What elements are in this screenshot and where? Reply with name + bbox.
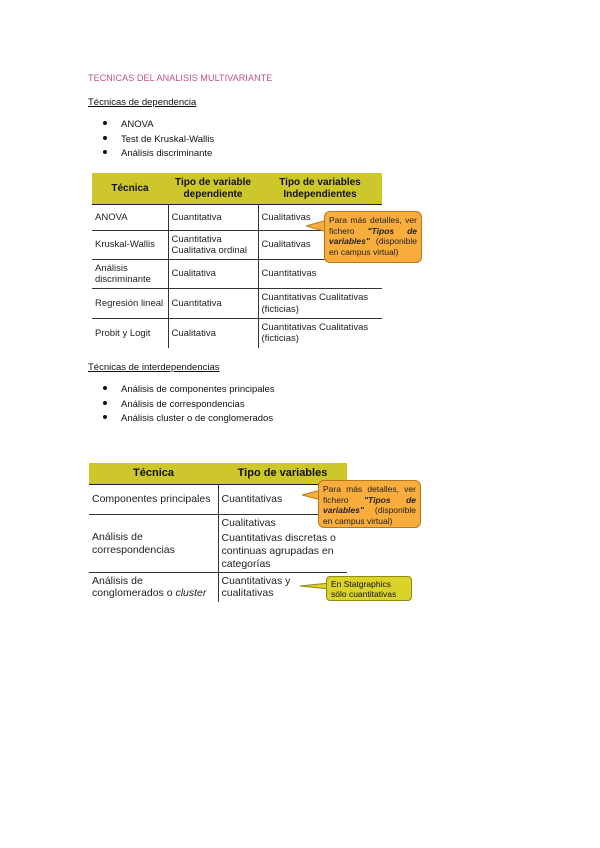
table-cell: Cualitativas	[258, 231, 382, 260]
table-cell: Cualitativas	[258, 205, 382, 231]
table-header: Técnica	[89, 463, 218, 485]
table-cell: Regresión lineal	[92, 289, 168, 319]
table-cell: Componentes principales	[89, 485, 218, 515]
callout-statgraphics-note: En Statgraphics sólo cuantitativas	[326, 576, 412, 601]
table-cell: Análisis de conglomerados o cluster	[89, 573, 218, 602]
table-header-row	[92, 173, 382, 205]
callout-tipos-variables-2: Para más detalles, ver fichero "Tipos de variables" (disponible en campus virtual)	[318, 480, 421, 528]
list-item: Análisis de componentes principales	[103, 383, 275, 398]
table-cell: Cuantitativas y cualitativas	[218, 573, 347, 602]
table-header-row	[89, 463, 347, 485]
bullet-icon	[103, 150, 107, 154]
list-item: Test de Kruskal-Wallis	[103, 133, 214, 148]
bullet-list-interdependencias	[103, 383, 275, 427]
table-cell: Cuantitativa Cualitativa ordinal	[168, 231, 258, 260]
table-cell: Cuantitativa	[168, 205, 258, 231]
section-heading-dependencia: Técnicas de dependencia	[88, 97, 197, 108]
table-cell: Cuantitativas	[258, 260, 382, 289]
table-cell: Cualitativas Cuantitativas discretas o continuas agrupadas en categorías	[218, 515, 347, 573]
interdependencias-table	[89, 463, 347, 602]
table-cell: Cuantitativas Cualitativas (ficticias)	[258, 319, 382, 348]
table-cell: Cualitativa	[168, 319, 258, 348]
bullet-list-dependencia	[103, 118, 214, 162]
table-header: Tipo de variables	[218, 463, 347, 485]
table-cell: Cuantitativa	[168, 289, 258, 319]
bullet-icon	[103, 386, 107, 390]
table-cell: Análisis discriminante	[92, 260, 168, 289]
bullet-icon	[103, 401, 107, 405]
table-cell: Kruskal-Wallis	[92, 231, 168, 260]
table-cell: Cuantitativas Cualitativas (ficticias)	[258, 289, 382, 319]
table-header: Técnica	[92, 173, 168, 205]
table-row	[92, 289, 382, 319]
table-header: Tipo de variable dependiente	[168, 173, 258, 205]
list-item: Análisis discriminante	[103, 147, 214, 162]
bullet-icon	[103, 121, 107, 125]
bullet-icon	[103, 415, 107, 419]
table-cell: Análisis de correspondencias	[89, 515, 218, 573]
bullet-icon	[103, 136, 107, 140]
table-row	[92, 319, 382, 348]
section-heading-interdependencias: Técnicas de interdependencias	[88, 362, 220, 373]
list-item: Análisis cluster o de conglomerados	[103, 412, 275, 427]
list-item: ANOVA	[103, 118, 214, 133]
table-cell: ANOVA	[92, 205, 168, 231]
table-header: Tipo de variables Independientes	[258, 173, 382, 205]
table-row	[92, 260, 382, 289]
callout-tipos-variables-1: Para más detalles, ver fichero "Tipos de variables" (disponible en campus virtual)	[324, 211, 422, 263]
table-cell: Probit y Logit	[92, 319, 168, 348]
table-cell: Cuantitativas	[218, 485, 347, 515]
table-row	[89, 515, 347, 573]
list-item: Análisis de correspondencias	[103, 398, 275, 413]
table-cell: Cualitativa	[168, 260, 258, 289]
document-title: TECNICAS DEL ANALISIS MULTIVARIANTE	[88, 73, 273, 83]
